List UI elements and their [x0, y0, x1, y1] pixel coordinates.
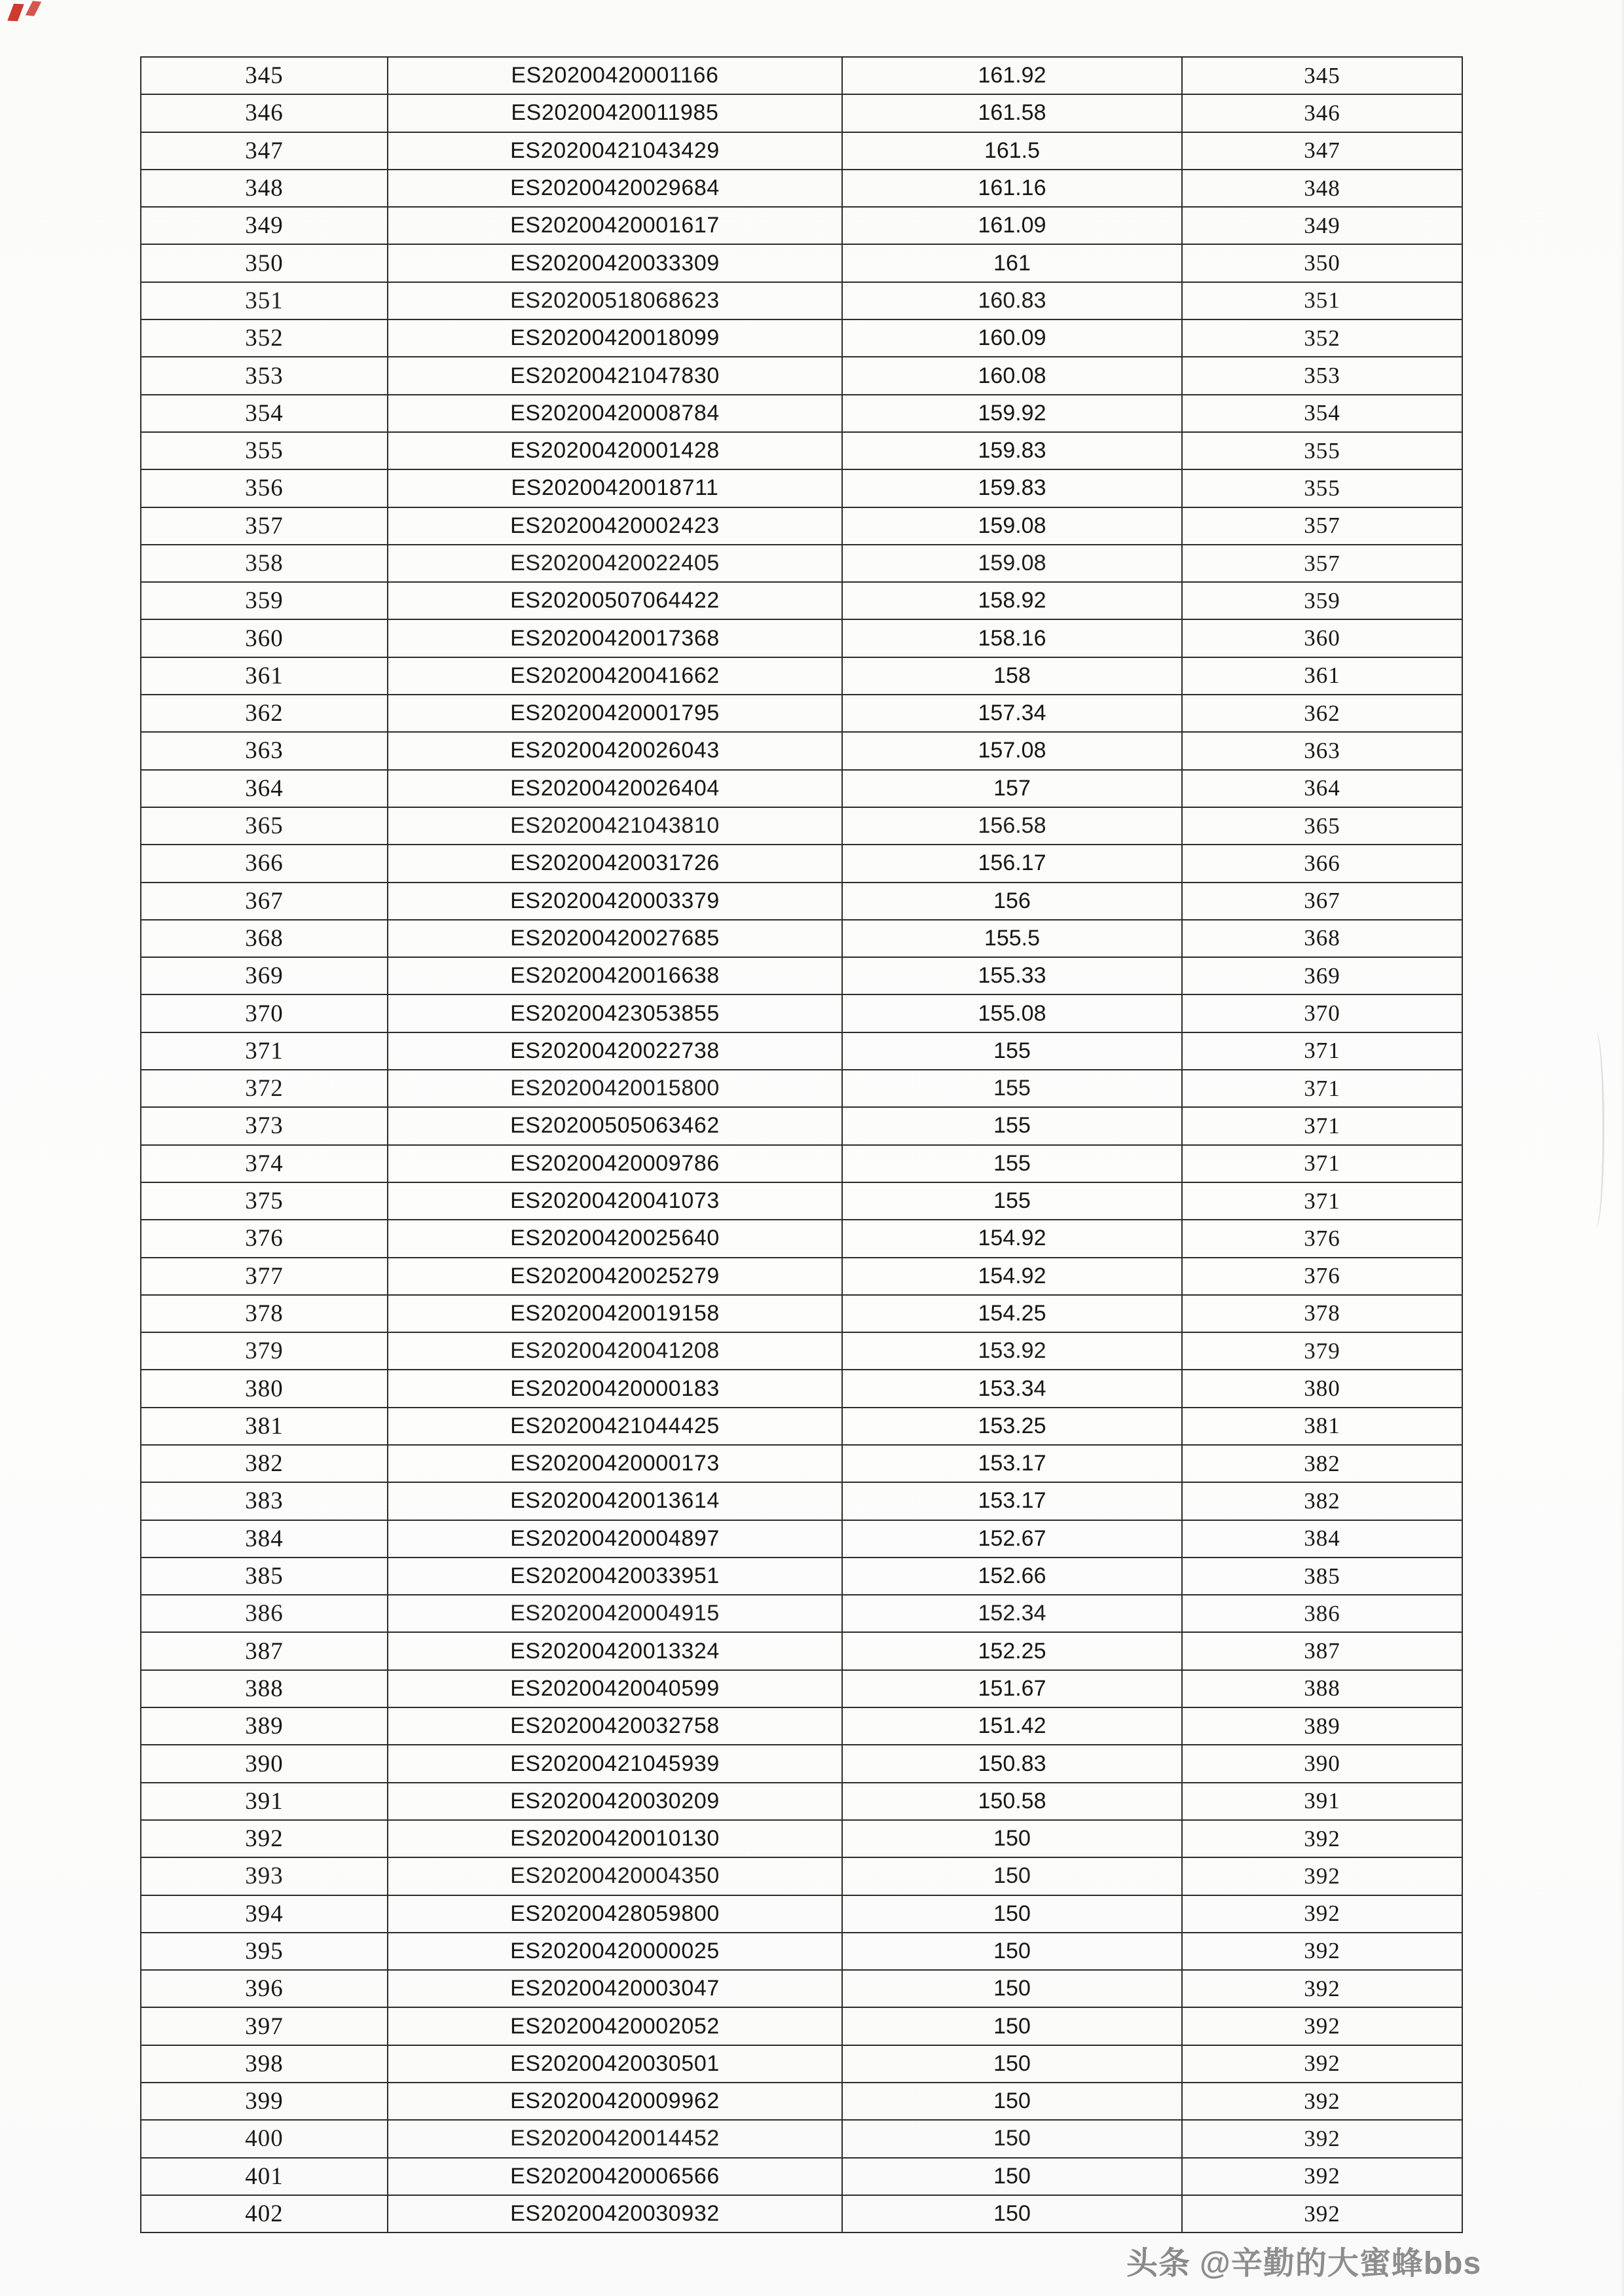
id-cell: ES20200420016638 [388, 957, 842, 994]
table-row [141, 545, 1462, 582]
table-row [141, 1632, 1462, 1669]
rank-cell: 378 [1182, 1295, 1462, 1332]
id-cell: ES20200420001795 [388, 695, 842, 732]
rank-cell: 367 [1182, 883, 1462, 920]
seq-cell: 351 [141, 282, 388, 319]
rank-cell: 392 [1182, 1857, 1462, 1895]
id-cell: ES20200420008784 [388, 395, 842, 432]
id-cell: ES20200420026404 [388, 770, 842, 807]
table-row [141, 994, 1462, 1032]
seq-cell: 402 [141, 2195, 388, 2232]
id-cell: ES20200420000183 [388, 1370, 842, 1407]
seq-cell: 367 [141, 883, 388, 920]
table-row [141, 1145, 1462, 1182]
seq-cell: 347 [141, 132, 388, 170]
table-row [141, 1820, 1462, 1857]
rank-cell: 357 [1182, 545, 1462, 582]
id-cell: ES20200420041208 [388, 1332, 842, 1370]
id-cell: ES20200420002423 [388, 507, 842, 545]
id-cell: ES20200420027685 [388, 920, 842, 957]
id-cell: ES20200421043810 [388, 807, 842, 845]
rank-cell: 382 [1182, 1445, 1462, 1482]
score-cell: 161.92 [842, 57, 1182, 94]
score-cell: 152.67 [842, 1520, 1182, 1558]
table-row [141, 170, 1462, 207]
table-row [141, 244, 1462, 282]
seq-cell: 373 [141, 1107, 388, 1144]
table-row [141, 1107, 1462, 1144]
id-cell: ES20200420015800 [388, 1070, 842, 1107]
table-row [141, 1482, 1462, 1520]
id-cell: ES20200420003047 [388, 1970, 842, 2007]
rank-cell: 384 [1182, 1520, 1462, 1558]
id-cell: ES20200420004897 [388, 1520, 842, 1558]
seq-cell: 355 [141, 432, 388, 469]
table-row [141, 845, 1462, 882]
table-row [141, 1895, 1462, 1933]
table-row [141, 2083, 1462, 2120]
table-row [141, 1182, 1462, 1220]
table-row [141, 619, 1462, 657]
seq-cell: 364 [141, 770, 388, 807]
seq-cell: 378 [141, 1295, 388, 1332]
seq-cell: 396 [141, 1970, 388, 2007]
score-cell: 150 [842, 1970, 1182, 2007]
score-cell: 156 [842, 883, 1182, 920]
rank-cell: 362 [1182, 695, 1462, 732]
id-cell: ES20200420011985 [388, 94, 842, 132]
rank-cell: 385 [1182, 1558, 1462, 1595]
id-cell: ES20200420009786 [388, 1145, 842, 1182]
seq-cell: 395 [141, 1933, 388, 1970]
rank-cell: 392 [1182, 2045, 1462, 2083]
rank-cell: 349 [1182, 207, 1462, 244]
seq-cell: 382 [141, 1445, 388, 1482]
table-row [141, 2045, 1462, 2083]
seq-cell: 349 [141, 207, 388, 244]
seq-cell: 356 [141, 469, 388, 507]
id-cell: ES20200420032758 [388, 1707, 842, 1745]
seq-cell: 346 [141, 94, 388, 132]
score-cell: 150.58 [842, 1783, 1182, 1820]
score-cell: 159.83 [842, 469, 1182, 507]
table-row [141, 1745, 1462, 1782]
score-cell: 155.08 [842, 994, 1182, 1032]
table-row [141, 1408, 1462, 1445]
rank-cell: 392 [1182, 1933, 1462, 1970]
table-row [141, 432, 1462, 469]
table-row [141, 657, 1462, 695]
rank-cell: 376 [1182, 1220, 1462, 1257]
score-cell: 157.34 [842, 695, 1182, 732]
id-cell: ES20200420001428 [388, 432, 842, 469]
rank-cell: 380 [1182, 1370, 1462, 1407]
table-row [141, 132, 1462, 170]
rank-cell: 388 [1182, 1670, 1462, 1707]
rank-cell: 371 [1182, 1107, 1462, 1144]
scan-artifact-red-mark [7, 4, 24, 22]
table-row [141, 57, 1462, 94]
seq-cell: 345 [141, 57, 388, 94]
id-cell: ES20200420001166 [388, 57, 842, 94]
table-row [141, 770, 1462, 807]
seq-cell: 350 [141, 244, 388, 282]
id-cell: ES20200420040599 [388, 1670, 842, 1707]
id-cell: ES20200421045939 [388, 1745, 842, 1782]
seq-cell: 369 [141, 957, 388, 994]
rank-cell: 392 [1182, 1970, 1462, 2007]
seq-cell: 379 [141, 1332, 388, 1370]
id-cell: ES20200420033951 [388, 1558, 842, 1595]
seq-cell: 398 [141, 2045, 388, 2083]
seq-cell: 368 [141, 920, 388, 957]
score-cell: 161.58 [842, 94, 1182, 132]
table-row [141, 1670, 1462, 1707]
table-row [141, 807, 1462, 845]
score-cell: 160.08 [842, 357, 1182, 394]
table-row [141, 357, 1462, 394]
score-table [140, 56, 1463, 2233]
id-cell: ES20200420000025 [388, 1933, 842, 1970]
seq-cell: 387 [141, 1632, 388, 1669]
rank-cell: 352 [1182, 319, 1462, 357]
table-row [141, 1595, 1462, 1632]
rank-cell: 347 [1182, 132, 1462, 170]
rank-cell: 371 [1182, 1070, 1462, 1107]
id-cell: ES20200420022738 [388, 1032, 842, 1070]
rank-cell: 359 [1182, 582, 1462, 619]
id-cell: ES20200420002052 [388, 2007, 842, 2045]
seq-cell: 363 [141, 732, 388, 769]
id-cell: ES20200420019158 [388, 1295, 842, 1332]
id-cell: ES20200420017368 [388, 619, 842, 657]
score-cell: 153.25 [842, 1408, 1182, 1445]
seq-cell: 360 [141, 619, 388, 657]
rank-cell: 345 [1182, 57, 1462, 94]
id-cell: ES20200420001617 [388, 207, 842, 244]
id-cell: ES20200420013324 [388, 1632, 842, 1669]
score-cell: 151.67 [842, 1670, 1182, 1707]
id-cell: ES20200421047830 [388, 357, 842, 394]
rank-cell: 357 [1182, 507, 1462, 545]
score-cell: 150 [842, 2120, 1182, 2157]
score-cell: 161.09 [842, 207, 1182, 244]
seq-cell: 388 [141, 1670, 388, 1707]
seq-cell: 370 [141, 994, 388, 1032]
rank-cell: 379 [1182, 1332, 1462, 1370]
rank-cell: 370 [1182, 994, 1462, 1032]
id-cell: ES20200420026043 [388, 732, 842, 769]
table-row [141, 1783, 1462, 1820]
id-cell: ES20200420030209 [388, 1783, 842, 1820]
seq-cell: 376 [141, 1220, 388, 1257]
id-cell: ES20200420030501 [388, 2045, 842, 2083]
table-row [141, 2007, 1462, 2045]
watermark-brand: 头条 [1126, 2246, 1191, 2281]
table-row [141, 883, 1462, 920]
seq-cell: 393 [141, 1857, 388, 1895]
score-cell: 150 [842, 2158, 1182, 2195]
seq-cell: 383 [141, 1482, 388, 1520]
seq-cell: 361 [141, 657, 388, 695]
rank-cell: 387 [1182, 1632, 1462, 1669]
seq-cell: 348 [141, 170, 388, 207]
id-cell: ES20200421044425 [388, 1408, 842, 1445]
table-row [141, 1295, 1462, 1332]
score-cell: 154.92 [842, 1220, 1182, 1257]
rank-cell: 354 [1182, 395, 1462, 432]
id-cell: ES20200420000173 [388, 1445, 842, 1482]
rank-cell: 392 [1182, 2158, 1462, 2195]
score-cell: 155 [842, 1032, 1182, 1070]
table-row [141, 1220, 1462, 1257]
score-cell: 157.08 [842, 732, 1182, 769]
rank-cell: 365 [1182, 807, 1462, 845]
seq-cell: 358 [141, 545, 388, 582]
table-row [141, 1970, 1462, 2007]
table-row [141, 2120, 1462, 2157]
rank-cell: 364 [1182, 770, 1462, 807]
seq-cell: 380 [141, 1370, 388, 1407]
score-cell: 150 [842, 1820, 1182, 1857]
table-row [141, 1707, 1462, 1745]
table-row [141, 2195, 1462, 2232]
seq-cell: 352 [141, 319, 388, 357]
score-cell: 157 [842, 770, 1182, 807]
score-cell: 161.5 [842, 132, 1182, 170]
rank-cell: 371 [1182, 1145, 1462, 1182]
rank-cell: 369 [1182, 957, 1462, 994]
score-cell: 155 [842, 1070, 1182, 1107]
table-row [141, 94, 1462, 132]
id-cell: ES20200507064422 [388, 582, 842, 619]
id-cell: ES20200420029684 [388, 170, 842, 207]
score-cell: 159.08 [842, 545, 1182, 582]
watermark [1126, 2238, 1481, 2283]
id-cell: ES20200423053855 [388, 994, 842, 1032]
watermark-handle: @辛勤的大蜜蜂bbs [1200, 2246, 1482, 2281]
rank-cell: 392 [1182, 1820, 1462, 1857]
seq-cell: 399 [141, 2083, 388, 2120]
table-row [141, 920, 1462, 957]
seq-cell: 375 [141, 1182, 388, 1220]
seq-cell: 374 [141, 1145, 388, 1182]
score-cell: 153.34 [842, 1370, 1182, 1407]
rank-cell: 392 [1182, 2120, 1462, 2157]
score-cell: 150 [842, 1857, 1182, 1895]
rank-cell: 392 [1182, 2083, 1462, 2120]
id-cell: ES20200420004915 [388, 1595, 842, 1632]
rank-cell: 346 [1182, 94, 1462, 132]
table-row [141, 2158, 1462, 2195]
id-cell: ES20200518068623 [388, 282, 842, 319]
seq-cell: 392 [141, 1820, 388, 1857]
score-cell: 150 [842, 2007, 1182, 2045]
id-cell: ES20200420003379 [388, 883, 842, 920]
id-cell: ES20200428059800 [388, 1895, 842, 1933]
id-cell: ES20200420018099 [388, 319, 842, 357]
id-cell: ES20200420014452 [388, 2120, 842, 2157]
seq-cell: 359 [141, 582, 388, 619]
seq-cell: 353 [141, 357, 388, 394]
rank-cell: 371 [1182, 1032, 1462, 1070]
score-cell: 153.17 [842, 1482, 1182, 1520]
table-row [141, 1933, 1462, 1970]
rank-cell: 350 [1182, 244, 1462, 282]
seq-cell: 365 [141, 807, 388, 845]
seq-cell: 394 [141, 1895, 388, 1933]
id-cell: ES20200420018711 [388, 469, 842, 507]
score-cell: 161 [842, 244, 1182, 282]
seq-cell: 389 [141, 1707, 388, 1745]
rank-cell: 392 [1182, 1895, 1462, 1933]
score-cell: 156.17 [842, 845, 1182, 882]
rank-cell: 355 [1182, 432, 1462, 469]
id-cell: ES20200420025640 [388, 1220, 842, 1257]
score-cell: 160.83 [842, 282, 1182, 319]
table-row [141, 957, 1462, 994]
table-row [141, 1258, 1462, 1295]
rank-cell: 376 [1182, 1258, 1462, 1295]
seq-cell: 354 [141, 395, 388, 432]
score-cell: 161.16 [842, 170, 1182, 207]
table-row [141, 207, 1462, 244]
id-cell: ES20200420031726 [388, 845, 842, 882]
rank-cell: 366 [1182, 845, 1462, 882]
rank-cell: 368 [1182, 920, 1462, 957]
table-row [141, 695, 1462, 732]
rank-cell: 390 [1182, 1745, 1462, 1782]
score-table-body [141, 57, 1462, 2232]
scan-artifact-red-mark [26, 1, 41, 16]
id-cell: ES20200421043429 [388, 132, 842, 170]
id-cell: ES20200420033309 [388, 244, 842, 282]
score-cell: 150.83 [842, 1745, 1182, 1782]
table-row [141, 282, 1462, 319]
table-row [141, 469, 1462, 507]
score-cell: 153.17 [842, 1445, 1182, 1482]
id-cell: ES20200420025279 [388, 1258, 842, 1295]
rank-cell: 361 [1182, 657, 1462, 695]
score-cell: 150 [842, 2083, 1182, 2120]
seq-cell: 371 [141, 1032, 388, 1070]
score-cell: 159.83 [842, 432, 1182, 469]
rank-cell: 355 [1182, 469, 1462, 507]
score-cell: 152.66 [842, 1558, 1182, 1595]
table-row [141, 395, 1462, 432]
seq-cell: 390 [141, 1745, 388, 1782]
seq-cell: 357 [141, 507, 388, 545]
rank-cell: 353 [1182, 357, 1462, 394]
id-cell: ES20200420041662 [388, 657, 842, 695]
rank-cell: 382 [1182, 1482, 1462, 1520]
rank-cell: 391 [1182, 1783, 1462, 1820]
rank-cell: 348 [1182, 170, 1462, 207]
id-cell: ES20200420041073 [388, 1182, 842, 1220]
seq-cell: 384 [141, 1520, 388, 1558]
score-cell: 150 [842, 1933, 1182, 1970]
score-cell: 150 [842, 2195, 1182, 2232]
id-cell: ES20200420006566 [388, 2158, 842, 2195]
score-cell: 159.08 [842, 507, 1182, 545]
score-cell: 155 [842, 1182, 1182, 1220]
id-cell: ES20200420009962 [388, 2083, 842, 2120]
id-cell: ES20200420010130 [388, 1820, 842, 1857]
score-cell: 151.42 [842, 1707, 1182, 1745]
seq-cell: 391 [141, 1783, 388, 1820]
table-row [141, 319, 1462, 357]
rank-cell: 392 [1182, 2195, 1462, 2232]
scan-edge-shadow [1620, 0, 1624, 2296]
rank-cell: 392 [1182, 2007, 1462, 2045]
seq-cell: 372 [141, 1070, 388, 1107]
table-row [141, 1558, 1462, 1595]
table-row [141, 1520, 1462, 1558]
table-row [141, 1032, 1462, 1070]
score-cell: 155.5 [842, 920, 1182, 957]
seq-cell: 385 [141, 1558, 388, 1595]
table-row [141, 1332, 1462, 1370]
table-row [141, 1370, 1462, 1407]
table-row [141, 1445, 1462, 1482]
seq-cell: 377 [141, 1258, 388, 1295]
score-cell: 150 [842, 1895, 1182, 1933]
score-cell: 152.25 [842, 1632, 1182, 1669]
id-cell: ES20200505063462 [388, 1107, 842, 1144]
score-cell: 158.92 [842, 582, 1182, 619]
id-cell: ES20200420030932 [388, 2195, 842, 2232]
score-cell: 155 [842, 1145, 1182, 1182]
score-cell: 158 [842, 657, 1182, 695]
rank-cell: 386 [1182, 1595, 1462, 1632]
score-cell: 153.92 [842, 1332, 1182, 1370]
score-cell: 152.34 [842, 1595, 1182, 1632]
rank-cell: 360 [1182, 619, 1462, 657]
score-cell: 160.09 [842, 319, 1182, 357]
seq-cell: 381 [141, 1408, 388, 1445]
score-cell: 154.92 [842, 1258, 1182, 1295]
scan-artifact-line [1587, 1031, 1604, 1228]
seq-cell: 400 [141, 2120, 388, 2157]
rank-cell: 351 [1182, 282, 1462, 319]
seq-cell: 362 [141, 695, 388, 732]
rank-cell: 371 [1182, 1182, 1462, 1220]
score-cell: 158.16 [842, 619, 1182, 657]
id-cell: ES20200420013614 [388, 1482, 842, 1520]
table-row [141, 507, 1462, 545]
seq-cell: 401 [141, 2158, 388, 2195]
table-row [141, 732, 1462, 769]
id-cell: ES20200420022405 [388, 545, 842, 582]
rank-cell: 389 [1182, 1707, 1462, 1745]
seq-cell: 366 [141, 845, 388, 882]
seq-cell: 386 [141, 1595, 388, 1632]
rank-cell: 363 [1182, 732, 1462, 769]
score-cell: 155.33 [842, 957, 1182, 994]
score-cell: 150 [842, 2045, 1182, 2083]
score-cell: 154.25 [842, 1295, 1182, 1332]
score-cell: 155 [842, 1107, 1182, 1144]
score-cell: 156.58 [842, 807, 1182, 845]
score-cell: 159.92 [842, 395, 1182, 432]
id-cell: ES20200420004350 [388, 1857, 842, 1895]
table-row [141, 582, 1462, 619]
table-row [141, 1857, 1462, 1895]
rank-cell: 381 [1182, 1408, 1462, 1445]
table-row [141, 1070, 1462, 1107]
seq-cell: 397 [141, 2007, 388, 2045]
